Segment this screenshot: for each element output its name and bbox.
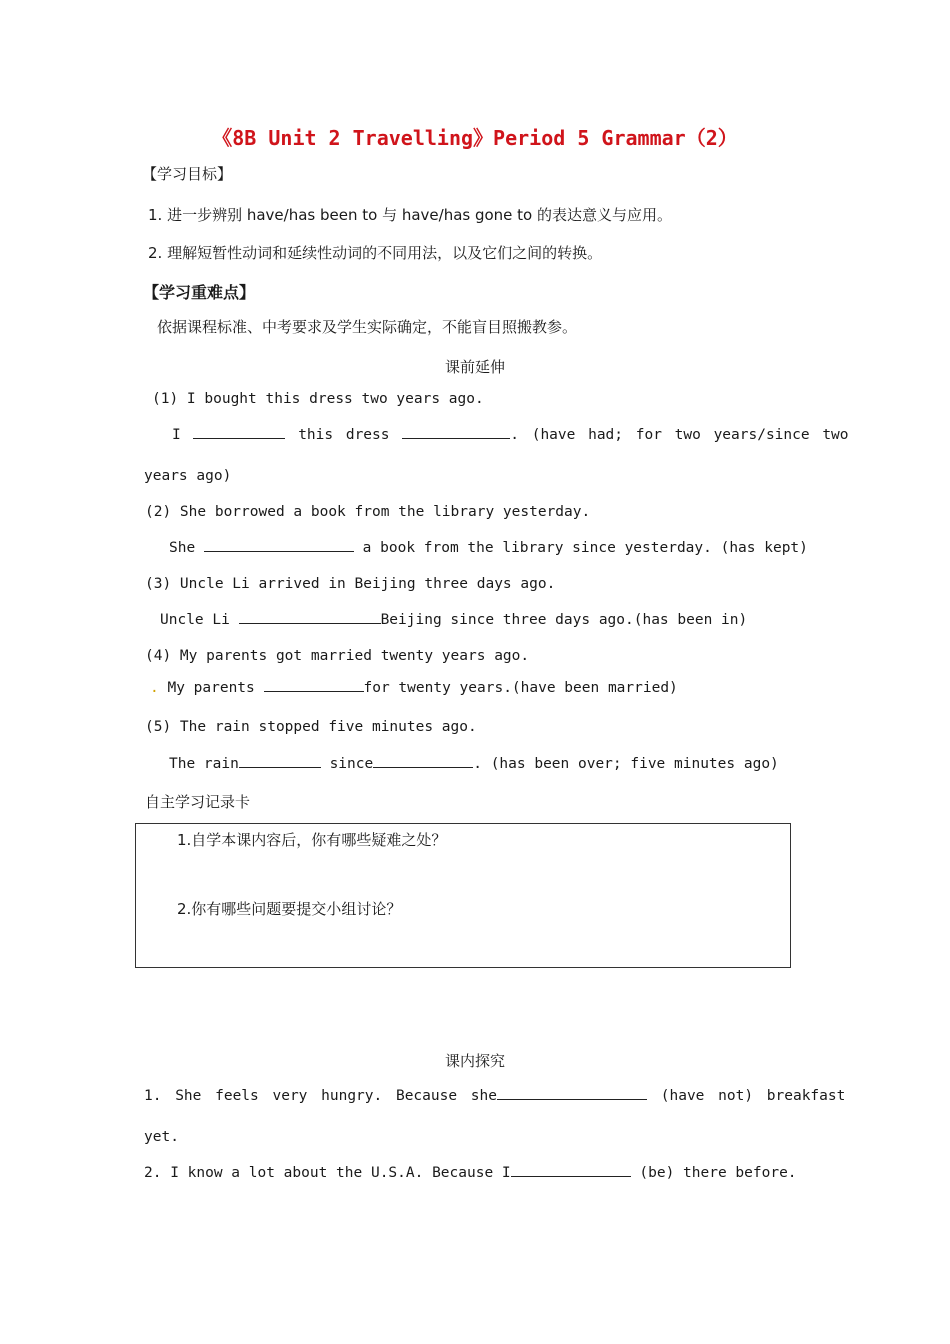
q2-part-b: a book from the library since yesterday. (has kept) xyxy=(362,540,808,556)
explore-item-1 xyxy=(144,1088,845,1104)
explore-item-1-continuation: yet. xyxy=(144,1129,179,1145)
q5-part-c: . (has been over; five minutes ago) xyxy=(473,756,779,772)
q2-blank-1[interactable] xyxy=(204,550,354,552)
preview-heading: 课前延伸 xyxy=(444,358,505,376)
record-card-question-1: 1.自学本课内容后，你有哪些疑难之处？ xyxy=(177,831,447,849)
q5-blank-1[interactable] xyxy=(239,766,321,768)
preview-q1-continuation: years ago) xyxy=(144,468,232,484)
page-title: 《8B Unit 2 Travelling》Period 5 Grammar（2） xyxy=(212,126,738,150)
record-card-box xyxy=(135,823,791,968)
record-card-question-2: 2.你有哪些问题要提交小组讨论？ xyxy=(177,900,402,918)
q5-part-a: The rain xyxy=(169,756,239,772)
explore-heading: 课内探究 xyxy=(444,1052,505,1070)
e2-part-a: 2. I know a lot about the U.S.A. Because I xyxy=(144,1165,511,1181)
q1-blank-1[interactable] xyxy=(193,437,285,439)
q1-part-b: this dress xyxy=(298,427,390,443)
objective-item-1: 1. 进一步辨别 have/has been to 与 have/has gone to 的表达意义与应用。 xyxy=(148,206,673,224)
e1-part-a: 1. She feels very hungry. Because she xyxy=(144,1088,498,1104)
e2-blank[interactable] xyxy=(511,1175,631,1177)
key-points-text: 依据课程标准、中考要求及学生实际确定，不能盲目照搬教参。 xyxy=(157,318,578,336)
q3-blank-1[interactable] xyxy=(239,622,381,624)
q4-part-a: My parents xyxy=(167,680,255,696)
preview-q2-rewrite xyxy=(169,540,808,556)
e1-part-b: (have not) breakfast xyxy=(660,1088,846,1104)
record-card-heading: 自主学习记录卡 xyxy=(145,793,251,811)
e2-part-b: (be) there before. xyxy=(639,1165,797,1181)
q1-blank-2[interactable] xyxy=(402,437,510,439)
preview-q4-rewrite xyxy=(150,680,678,696)
objectives-heading: 【学习目标】 xyxy=(142,165,233,183)
q3-part-a: Uncle Li xyxy=(160,612,230,628)
q1-part-c: . (have had; for two years/since two xyxy=(510,427,849,443)
preview-q5-rewrite xyxy=(169,756,779,772)
explore-item-2 xyxy=(144,1165,797,1181)
q5-blank-2[interactable] xyxy=(373,766,473,768)
q1-part-a: I xyxy=(172,427,181,443)
q2-part-a: She xyxy=(169,540,196,556)
preview-q5-original: (5) The rain stopped five minutes ago. xyxy=(145,719,477,735)
q4-blank-1[interactable] xyxy=(264,690,364,692)
q4-part-b: for twenty years.(have been married) xyxy=(363,680,678,696)
preview-q2-original: (2) She borrowed a book from the library yesterday. xyxy=(145,504,591,520)
preview-q1-rewrite xyxy=(172,427,849,443)
e1-blank[interactable] xyxy=(497,1098,647,1100)
key-points-heading: 【学习重难点】 xyxy=(143,283,256,302)
preview-q3-original: (3) Uncle Li arrived in Beijing three days ago. xyxy=(145,576,556,592)
preview-q3-rewrite xyxy=(160,612,747,628)
objective-item-2: 2. 理解短暂性动词和延续性动词的不同用法，以及它们之间的转换。 xyxy=(148,244,603,262)
q3-part-b: Beijing since three days ago.(has been in) xyxy=(380,612,748,628)
preview-q1-original: (1) I bought this dress two years ago. xyxy=(152,391,484,407)
stray-dot-mark: . xyxy=(150,680,159,696)
q5-part-b: since xyxy=(329,756,374,772)
preview-q4-original: (4) My parents got married twenty years ago. xyxy=(145,648,530,664)
